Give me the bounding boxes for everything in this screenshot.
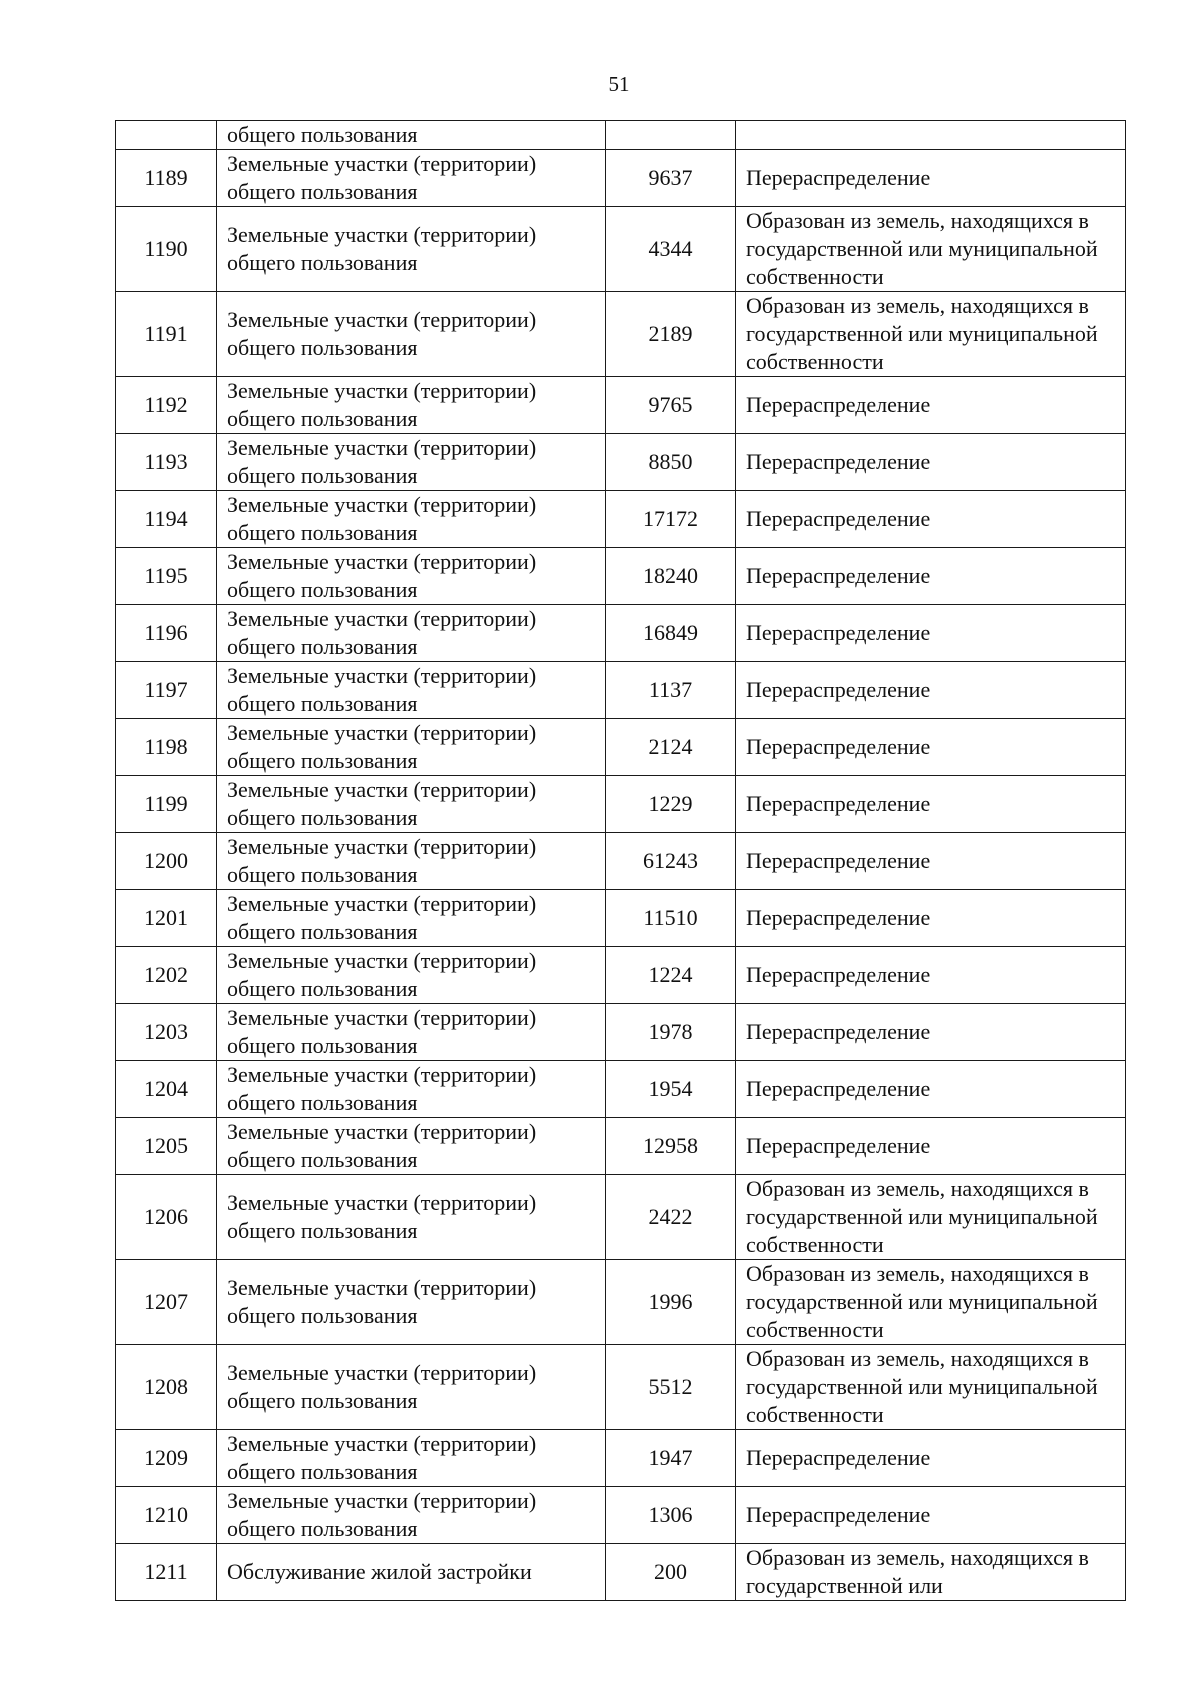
table-row bbox=[116, 1175, 1126, 1260]
cell-land-use: Земельные участки (территории) общего пользования bbox=[217, 1487, 606, 1544]
cell-area: 5512 bbox=[606, 1345, 736, 1430]
cell-area: 17172 bbox=[606, 491, 736, 548]
cell-note: Перераспределение bbox=[736, 833, 1126, 890]
cell-area: 18240 bbox=[606, 548, 736, 605]
cell-land-use: Земельные участки (территории) общего пользования bbox=[217, 1061, 606, 1118]
cell-area: 1978 bbox=[606, 1004, 736, 1061]
cell-note: Перераспределение bbox=[736, 1061, 1126, 1118]
cell-area: 61243 bbox=[606, 833, 736, 890]
cell-note: Образован из земель, находящихся в государственной или муниципальной собственности bbox=[736, 1345, 1126, 1430]
cell-number: 1192 bbox=[116, 377, 217, 434]
cell-number: 1199 bbox=[116, 776, 217, 833]
cell-note: Образован из земель, находящихся в государственной или муниципальной собственности bbox=[736, 1175, 1126, 1260]
cell-number: 1204 bbox=[116, 1061, 217, 1118]
cell-number: 1206 bbox=[116, 1175, 217, 1260]
table-row bbox=[116, 491, 1126, 548]
cell-note: Перераспределение bbox=[736, 776, 1126, 833]
cell-note: Перераспределение bbox=[736, 1004, 1126, 1061]
table-row bbox=[116, 776, 1126, 833]
cell-land-use: Земельные участки (территории) общего пользования bbox=[217, 434, 606, 491]
table-row bbox=[116, 1004, 1126, 1061]
table-row bbox=[116, 833, 1126, 890]
table-row bbox=[116, 150, 1126, 207]
cell-note: Перераспределение bbox=[736, 1430, 1126, 1487]
cell-land-use: Земельные участки (территории) общего пользования bbox=[217, 662, 606, 719]
cell-number: 1201 bbox=[116, 890, 217, 947]
cell-number: 1198 bbox=[116, 719, 217, 776]
cell-area: 1306 bbox=[606, 1487, 736, 1544]
cell-land-use: Земельные участки (территории) общего пользования bbox=[217, 1345, 606, 1430]
cell-note: Перераспределение bbox=[736, 605, 1126, 662]
cell-note bbox=[736, 121, 1126, 150]
table-row bbox=[116, 719, 1126, 776]
cell-area: 11510 bbox=[606, 890, 736, 947]
cell-land-use: Земельные участки (территории) общего пользования bbox=[217, 890, 606, 947]
cell-land-use: Земельные участки (территории) общего пользования bbox=[217, 377, 606, 434]
cell-number: 1202 bbox=[116, 947, 217, 1004]
cell-note: Перераспределение bbox=[736, 1487, 1126, 1544]
cell-area: 1954 bbox=[606, 1061, 736, 1118]
cell-note: Перераспределение bbox=[736, 548, 1126, 605]
table-row bbox=[116, 605, 1126, 662]
table-row bbox=[116, 1544, 1126, 1601]
cell-number: 1189 bbox=[116, 150, 217, 207]
cell-land-use: Земельные участки (территории) общего пользования bbox=[217, 491, 606, 548]
cell-area: 4344 bbox=[606, 207, 736, 292]
cell-area bbox=[606, 121, 736, 150]
cell-number: 1194 bbox=[116, 491, 217, 548]
cell-number: 1203 bbox=[116, 1004, 217, 1061]
cell-number: 1210 bbox=[116, 1487, 217, 1544]
cell-land-use: Обслуживание жилой застройки bbox=[217, 1544, 606, 1601]
table-row bbox=[116, 1260, 1126, 1345]
cell-area: 12958 bbox=[606, 1118, 736, 1175]
cell-land-use: Земельные участки (территории) общего пользования bbox=[217, 719, 606, 776]
cell-number: 1211 bbox=[116, 1544, 217, 1601]
cell-area: 1137 bbox=[606, 662, 736, 719]
table-row bbox=[116, 1118, 1126, 1175]
cell-note: Перераспределение bbox=[736, 947, 1126, 1004]
page-number: 51 bbox=[608, 72, 630, 96]
cell-number: 1196 bbox=[116, 605, 217, 662]
table-row bbox=[116, 292, 1126, 377]
cell-land-use: общего пользования bbox=[217, 121, 606, 150]
table-row bbox=[116, 434, 1126, 491]
table-row bbox=[116, 947, 1126, 1004]
cell-note: Перераспределение bbox=[736, 377, 1126, 434]
table-row bbox=[116, 377, 1126, 434]
cell-land-use: Земельные участки (территории) общего пользования bbox=[217, 1260, 606, 1345]
cell-land-use: Земельные участки (территории) общего пользования bbox=[217, 947, 606, 1004]
table-row bbox=[116, 890, 1126, 947]
table-row bbox=[116, 207, 1126, 292]
cell-number: 1190 bbox=[116, 207, 217, 292]
cell-area: 1947 bbox=[606, 1430, 736, 1487]
table-row bbox=[116, 1061, 1126, 1118]
cell-note: Перераспределение bbox=[736, 150, 1126, 207]
cell-land-use: Земельные участки (территории) общего пользования bbox=[217, 833, 606, 890]
table-row bbox=[116, 1430, 1126, 1487]
table-row-continuation bbox=[116, 121, 1126, 150]
cell-land-use: Земельные участки (территории) общего пользования bbox=[217, 1430, 606, 1487]
cell-note: Образован из земель, находящихся в государственной или bbox=[736, 1544, 1126, 1601]
cell-note: Перераспределение bbox=[736, 890, 1126, 947]
cell-number: 1193 bbox=[116, 434, 217, 491]
cell-note: Перераспределение bbox=[736, 491, 1126, 548]
cell-number: 1209 bbox=[116, 1430, 217, 1487]
cell-number bbox=[116, 121, 217, 150]
cell-area: 1224 bbox=[606, 947, 736, 1004]
cell-note: Перераспределение bbox=[736, 662, 1126, 719]
cell-area: 8850 bbox=[606, 434, 736, 491]
table-row bbox=[116, 1345, 1126, 1430]
cell-note: Перераспределение bbox=[736, 434, 1126, 491]
cell-note: Образован из земель, находящихся в государственной или муниципальной собственности bbox=[736, 292, 1126, 377]
cell-number: 1191 bbox=[116, 292, 217, 377]
land-plots-table bbox=[115, 120, 1126, 1601]
cell-area: 9637 bbox=[606, 150, 736, 207]
cell-area: 16849 bbox=[606, 605, 736, 662]
cell-land-use: Земельные участки (территории) общего пользования bbox=[217, 605, 606, 662]
cell-number: 1208 bbox=[116, 1345, 217, 1430]
cell-area: 1229 bbox=[606, 776, 736, 833]
cell-land-use: Земельные участки (территории) общего пользования bbox=[217, 1175, 606, 1260]
cell-land-use: Земельные участки (территории) общего пользования bbox=[217, 292, 606, 377]
cell-note: Перераспределение bbox=[736, 719, 1126, 776]
cell-land-use: Земельные участки (территории) общего пользования bbox=[217, 1118, 606, 1175]
cell-number: 1195 bbox=[116, 548, 217, 605]
table-row bbox=[116, 548, 1126, 605]
cell-area: 200 bbox=[606, 1544, 736, 1601]
cell-area: 1996 bbox=[606, 1260, 736, 1345]
cell-note: Перераспределение bbox=[736, 1118, 1126, 1175]
cell-number: 1197 bbox=[116, 662, 217, 719]
cell-land-use: Земельные участки (территории) общего пользования bbox=[217, 150, 606, 207]
cell-note: Образован из земель, находящихся в государственной или муниципальной собственности bbox=[736, 207, 1126, 292]
cell-land-use: Земельные участки (территории) общего пользования bbox=[217, 548, 606, 605]
cell-area: 9765 bbox=[606, 377, 736, 434]
table-row bbox=[116, 1487, 1126, 1544]
table-row bbox=[116, 662, 1126, 719]
cell-area: 2189 bbox=[606, 292, 736, 377]
cell-note: Образован из земель, находящихся в государственной или муниципальной собственности bbox=[736, 1260, 1126, 1345]
cell-number: 1207 bbox=[116, 1260, 217, 1345]
cell-number: 1200 bbox=[116, 833, 217, 890]
cell-area: 2422 bbox=[606, 1175, 736, 1260]
table-body bbox=[116, 121, 1126, 1601]
cell-area: 2124 bbox=[606, 719, 736, 776]
cell-land-use: Земельные участки (территории) общего пользования bbox=[217, 207, 606, 292]
cell-land-use: Земельные участки (территории) общего пользования bbox=[217, 776, 606, 833]
cell-land-use: Земельные участки (территории) общего пользования bbox=[217, 1004, 606, 1061]
cell-number: 1205 bbox=[116, 1118, 217, 1175]
